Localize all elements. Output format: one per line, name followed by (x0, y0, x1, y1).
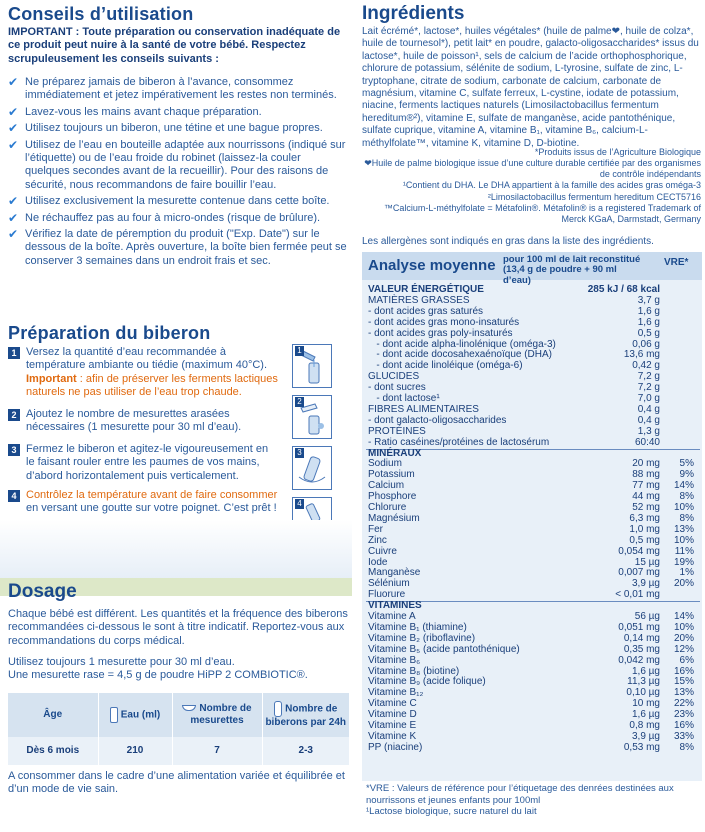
dosage-footer: A consommer dans le cadre d’une alimentation variée et équilibrée et d’un mode de vie sain. (8, 770, 345, 796)
water-bottle-icon (110, 707, 118, 723)
nutrient-label: - dont lactose¹ (368, 393, 440, 404)
nutrient-value: < 0,01 mg (615, 589, 660, 601)
left-column (0, 0, 352, 832)
ingredients-notes (361, 147, 701, 225)
nutrient-value: 0,5 g (637, 327, 660, 339)
nutrient-vre: 8% (679, 741, 694, 753)
nutrient-vre: 13% (673, 687, 694, 699)
dosage-table-row (8, 737, 350, 765)
nutrient-value: 10 mg (632, 698, 660, 710)
dosage-title: Dosage (8, 581, 77, 602)
nutrient-value: 1,6 g (637, 305, 660, 317)
nutrient-value: 0,054 mg (618, 545, 660, 557)
nutrient-vre: 33% (673, 730, 694, 742)
nutrient-label: FIBRES ALIMENTAIRES (368, 403, 479, 415)
nutrition-per: pour 100 ml de lait reconstitué (13,4 g de poudre + 90 ml d’eau) (503, 254, 641, 286)
step-text: Versez la quantité d’eau recommandée à température ambiante ou tiédie (maximum 40°C). (26, 346, 268, 372)
checkmark-icon: ✔ (8, 104, 19, 119)
nutrient-vre: 20% (673, 632, 694, 644)
cell-mesurettes: 7 (172, 737, 262, 765)
ingredient-note: ²Limosilactobacillus fermentum hereditum CECT5716 (487, 191, 701, 202)
ingredient-note: ¹Contient du DHA. Le DHA appartient à la famille des acides gras oméga-3 (402, 180, 701, 191)
prep-step-1 (8, 346, 278, 400)
step-orange-text: Contrôlez la température avant de faire consommer (26, 489, 278, 501)
checkmark-icon: ✔ (8, 137, 19, 152)
nutrient-value: 285 kJ / 68 kcal (587, 284, 660, 295)
nutrient-label: VALEUR ÉNERGÉTIQUE (368, 284, 484, 295)
prep-step-2 (8, 408, 278, 435)
preparation-title: Préparation du biberon (8, 323, 211, 343)
nutrient-vre: 10% (673, 502, 694, 513)
ingredient-note: ❤Huile de palme biologique issue d’une culture durable certifiée par des organismes de contrôle indépendants (364, 158, 701, 180)
nutrient-value: 0,35 mg (623, 643, 660, 655)
nutrient-value: 0,06 g (632, 338, 660, 350)
checkmark-icon: ✔ (8, 121, 19, 136)
nutrient-value: 11,3 µg (627, 676, 660, 688)
conseil-item (8, 122, 348, 135)
prep-step-4 (8, 489, 278, 516)
step-1-illustration: 1 (292, 344, 332, 388)
nutrient-label: Vitamine B₁₂ (368, 687, 424, 699)
nutrient-label: - dont acide linoléique (oméga-6) (368, 360, 523, 372)
important-label: Important (26, 372, 77, 385)
nutrient-vre: 14% (673, 611, 694, 622)
nutrient-label: Manganèse (368, 567, 421, 579)
nutrient-vre: 11% (674, 545, 694, 557)
nutrient-value: 0,007 mg (618, 567, 660, 579)
conseil-item (8, 228, 348, 268)
step-number: 2 (8, 409, 20, 421)
nutrient-label: - Ratio caséines/protéines de lactosérum (368, 436, 550, 448)
nutrient-value: 20 mg (632, 458, 660, 470)
nutrient-vre: 8% (679, 491, 694, 503)
nutrient-label: PP (niacine) (368, 741, 423, 753)
lactose-footnote: ¹Lactose biologique, sucre naturel du lait (366, 806, 537, 818)
nutrient-label: GLUCIDES (368, 371, 420, 383)
nutrient-value: 60:40 (634, 436, 660, 448)
conseil-item (8, 195, 348, 208)
checkmark-icon: ✔ (8, 227, 19, 242)
allergens-note: Les allergènes sont indiqués en gras dans la liste des ingrédients. (362, 236, 654, 247)
nutrient-vre: 20% (673, 578, 694, 590)
nutrient-value: 1,6 µg (631, 665, 660, 677)
nutrient-value: 0,051 mg (618, 621, 660, 633)
vre-footnote: *VRE : Valeurs de référence pour l’étiquetage des denrées destinées aux nourrissons et jeunes enfants pour 100ml (366, 783, 674, 806)
nutrient-label: Vitamine K (368, 730, 417, 742)
nutrient-label: Cuivre (368, 545, 397, 557)
nutrient-label: MINÉRAUX (368, 447, 422, 459)
header-mesurettes: Nombre de mesurettes (172, 693, 262, 737)
nutrient-vre: 1% (679, 567, 694, 579)
baby-bottle-icon (274, 701, 282, 717)
conseils-title: Conseils d’utilisation (8, 4, 194, 24)
nutrient-label: Potassium (368, 469, 415, 481)
nutrient-value: 3,9 µg (631, 578, 660, 590)
ingredient-note: ™Calcium-L-méthylfolate = Métafolin®. Métafolin® is a registered Trademark of Merck KGaA, Darmstadt, Germany (383, 202, 701, 224)
nutrient-vre: 23% (673, 709, 694, 721)
nutrient-value: 0,4 g (637, 403, 660, 415)
step-text: en versant une goutte sur votre poignet. C’est prêt ! (26, 502, 277, 515)
header-age: Âge (8, 693, 98, 737)
nutrient-vre: 13% (673, 523, 694, 535)
conseil-text: Utilisez de l’eau en bouteille adaptée aux nourrissons (indiqué sur l’étiquette) ou de l’eau froide du robinet (laissez-la couler quelques secondes avant de la recueillir). Pour des raisons de sécurité, nous recommandons de faire bouillir l’eau. (25, 138, 346, 191)
ingredient-note: *Produits issus de l’Agriculture Biologique (534, 147, 701, 157)
nutrient-value: 3,7 g (637, 294, 660, 306)
step-text: Fermez le biberon et agitez-le vigoureusement en le faisant rouler entre les paumes de vos mains, d’abord horizontalement puis verticalement. (26, 443, 269, 482)
nutrient-label: Vitamine E (368, 720, 417, 731)
conseil-item (8, 139, 348, 193)
nutrient-label: MATIÈRES GRASSES (368, 294, 470, 306)
step-2-illustration: 2 (292, 395, 332, 439)
nutrition-row (368, 742, 698, 754)
nutrient-value: 1,3 g (637, 425, 660, 437)
nutrient-value: 56 µg (634, 611, 660, 622)
nutrient-value: 3,9 µg (631, 730, 660, 742)
conseil-text: Vérifiez la date de péremption du produit ("Exp. Date") sur le dessous de la boîte. Après ouverture, la boîte bien fermée peut se conserver 3 semaines dans un endroit frais et sec. (25, 228, 347, 267)
nutrient-label: - dont acides gras poly-insaturés (368, 327, 513, 339)
nutrient-value: 7,0 g (637, 393, 660, 404)
nutrient-label: Vitamine B₅ (acide pantothénique) (368, 643, 520, 655)
nutrient-value: 0,5 mg (629, 534, 660, 546)
cell-age: Dès 6 mois (8, 737, 98, 765)
important-text: : afin de préserver les ferments lactiques naturels ne pas utiliser de l’eau trop chaude. (26, 372, 278, 399)
step-4-illustration: 4 (292, 497, 332, 541)
nutrient-label: - dont acides gras saturés (368, 305, 484, 317)
nutrition-title: Analyse moyenne (368, 257, 496, 274)
step-number: 3 (8, 444, 20, 456)
nutrient-vre: 8% (679, 512, 694, 524)
mountain-decoration (0, 520, 352, 580)
nutrient-value: 13,6 mg (623, 349, 660, 361)
nutrient-value: 6,3 mg (629, 512, 660, 524)
cell-biberons: 2-3 (262, 737, 350, 765)
nutrient-label: Vitamine B₉ (acide folique) (368, 676, 486, 688)
nutrient-vre: 10% (673, 621, 694, 633)
prep-step-3 (8, 443, 278, 483)
dosage-text-1: Chaque bébé est différent. Les quantités et la fréquence des biberons recommandées ci-dessous le sont à titre indicatif. Reportez-vous aux recommandations du corps médical. (8, 608, 348, 647)
nutrient-value: 52 mg (632, 502, 660, 513)
nutrient-vre: 16% (673, 720, 694, 731)
dosage-table (8, 693, 350, 765)
conseil-text: Lavez-vous les mains avant chaque préparation. (25, 105, 262, 118)
nutrient-value: 0,42 g (632, 360, 660, 372)
checkmark-icon: ✔ (8, 194, 19, 209)
scoop-small-icon (182, 705, 196, 711)
step-number: 1 (8, 347, 20, 359)
nutrient-value: 0,53 mg (623, 741, 660, 753)
nutrient-label: Magnésium (368, 512, 420, 524)
important-notice: IMPORTANT : Toute préparation ou conservation inadéquate de ce produit peut nuire à la santé de votre bébé. Respectez scrupuleusement les conseils suivants : (8, 26, 341, 65)
nutrient-value: 7,2 g (637, 382, 660, 394)
nutrient-label: - dont acides gras mono-insaturés (368, 316, 520, 328)
conseil-item (8, 76, 348, 103)
nutrient-value: 88 mg (632, 469, 660, 481)
nutrition-footnotes (366, 783, 702, 818)
nutrient-vre: 22% (673, 698, 694, 710)
nutrient-label: Sodium (368, 458, 402, 470)
nutrient-value: 77 mg (632, 480, 660, 492)
nutrient-value: 0,10 µg (626, 687, 660, 699)
conseil-text: Ne réchauffez pas au four à micro-ondes (risque de brûlure). (25, 211, 321, 224)
nutrient-value: 0,4 g (637, 414, 660, 426)
nutrient-value: 1,6 µg (631, 709, 660, 721)
step-number: 4 (8, 490, 20, 502)
nutrient-vre: 14% (673, 480, 694, 492)
dosage-text-3: Une mesurette rase = 4,5 g de poudre HiPP 2 COMBIOTIC®. (8, 669, 308, 681)
nutrient-label: Vitamine A (368, 611, 416, 622)
nutrient-vre: 15% (673, 676, 694, 688)
nutrient-label: Sélénium (368, 578, 410, 590)
nutrient-value: 0,8 mg (629, 720, 660, 731)
nutrient-label: - dont sucres (368, 382, 426, 394)
conseil-text: Ne préparez jamais de biberon à l’avance, consommez immédiatement et jetez impérativement les restes non terminés. (25, 76, 337, 102)
nutrient-value: 7,2 g (637, 371, 660, 383)
nutrient-label: Phosphore (368, 491, 417, 503)
conseil-text: Utilisez toujours un biberon, une tétine et une bague propres. (25, 122, 323, 135)
checkmark-icon: ✔ (8, 210, 19, 225)
nutrient-vre: 12% (673, 643, 694, 655)
nutrient-vre: 5% (679, 458, 694, 470)
step-3-illustration: 3 (292, 446, 332, 490)
nutrient-label: PROTÉINES (368, 425, 426, 437)
nutrient-label: Vitamine B₈ (biotine) (368, 665, 460, 677)
nutrient-label: Chlorure (368, 502, 407, 513)
nutrient-label: - dont acide docosahexaénoïque (DHA) (368, 349, 552, 361)
conseil-item (8, 212, 348, 225)
nutrient-label: Iode (368, 556, 388, 568)
conseil-text: Utilisez exclusivement la mesurette contenue dans cette boîte. (25, 195, 330, 208)
cell-eau: 210 (98, 737, 172, 765)
nutrient-label: - dont galacto-oligosaccharides (368, 414, 507, 426)
dosage-table-header (8, 693, 350, 737)
nutrient-vre: 9% (679, 469, 694, 481)
nutrient-value: 0,14 mg (623, 632, 660, 644)
nutrient-vre: 19% (673, 556, 694, 568)
nutrient-label: Vitamine B₆ (368, 654, 421, 666)
conseil-item (8, 106, 348, 119)
header-eau: Eau (ml) (98, 693, 172, 737)
nutrition-vre: VRE* (664, 257, 689, 268)
nutrient-label: Calcium (368, 480, 405, 492)
nutrient-value: 1,0 mg (629, 523, 660, 535)
nutrient-value: 44 mg (632, 491, 660, 503)
nutrient-label: - dont acide alpha-linolénique (oméga-3) (368, 338, 556, 350)
header-biberons: Nombre de biberons par 24h (262, 693, 350, 737)
nutrient-vre: 6% (679, 654, 694, 666)
nutrient-label: Fer (368, 523, 383, 535)
ingredients-text: Lait écrémé*, lactose*, huiles végétales* (huile de palme❤, huile de colza*, huile de tournesol*), petit lait* en poudre, galacto-oligosaccharides* issus du lactose*, huile de poisson¹, sels de calcium de l’acide orthophosphorique, chlorure de potassium, sélénite de sodium, L-tyrosine, sulfate de zinc, L-tryptophane, citrate de sodium, carbonate de calcium, carbonate de magnésium, vitamine C, sulfate ferreux, L-cystine, iodate de potassium, niacine, ferments lactiques naturels (Limosilactobacillus fermentum hereditum®²), vitamine E, sulfate de manganèse, acide pantothénique, sulfate cuprique, vitamine A, vitamine B₁, vitamine B₆, calcium-L-méthylfolate™, vitamine K, vitamine D, D-biotine. (362, 26, 699, 149)
step-text: Ajoutez le nombre de mesurettes arasées nécessaires (1 mesurette pour 30 ml d’eau). (26, 408, 242, 434)
nutrient-value: 1,6 g (637, 316, 660, 328)
nutrient-label: VITAMINES (368, 600, 422, 612)
nutrient-value: 0,042 mg (618, 654, 660, 666)
nutrient-vre: 10% (673, 534, 694, 546)
ingredients-title: Ingrédients (362, 3, 465, 24)
checkmark-icon: ✔ (8, 75, 19, 89)
nutrient-label: Vitamine C (368, 698, 417, 710)
nutrient-label: Vitamine D (368, 709, 417, 721)
conseils-list (8, 73, 348, 268)
nutrient-value: 15 µg (634, 556, 660, 568)
nutrient-label: Vitamine B₁ (thiamine) (368, 621, 467, 633)
dosage-text-2: Utilisez toujours 1 mesurette pour 30 ml d’eau. (8, 656, 235, 668)
nutrient-vre: 16% (673, 665, 694, 677)
nutrient-label: Vitamine B₂ (riboflavine) (368, 632, 476, 644)
nutrient-label: Zinc (368, 534, 387, 546)
nutrient-label: Fluorure (368, 589, 406, 601)
